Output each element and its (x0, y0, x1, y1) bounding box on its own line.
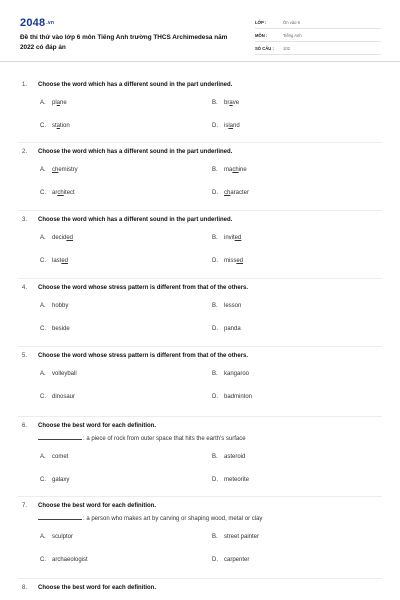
option-underlined-part: a (56, 123, 61, 129)
option-text: beside (52, 326, 70, 332)
answer-option[interactable] (212, 371, 249, 377)
option-underlined-part: ch (57, 190, 64, 196)
option-text: aracter (230, 190, 250, 196)
answer-option[interactable] (40, 557, 88, 563)
meta-label: SỐ CÂU : (255, 45, 274, 51)
meta-count-row (255, 42, 381, 55)
logo-text: 2048 (20, 17, 46, 29)
question-number: 5. (22, 353, 28, 359)
question-text (22, 503, 156, 509)
option-letter: D. (212, 190, 218, 196)
option-text: kangaroo (224, 371, 250, 377)
option-text: archaeologist (52, 557, 88, 563)
option-text: invit (224, 235, 235, 241)
option-letter: A. (40, 100, 46, 106)
answer-option[interactable] (40, 394, 75, 400)
option-text: last (52, 258, 62, 264)
option-letter: C. (40, 477, 46, 483)
option-text: panda (224, 326, 241, 332)
option-text: pl (52, 100, 57, 106)
document-header (0, 0, 400, 62)
option-letter: D. (212, 123, 218, 129)
answer-option[interactable] (212, 100, 239, 106)
option-letter: D. (212, 557, 218, 563)
option-letter: C. (40, 258, 46, 264)
option-text: emistry (58, 167, 78, 173)
option-text: br (224, 100, 230, 106)
logo-suffix: .vn (46, 20, 55, 27)
answer-option[interactable] (40, 326, 70, 332)
option-underlined-part: ed (66, 235, 74, 241)
answer-option[interactable] (212, 534, 259, 540)
option-underlined-part: ch (52, 167, 59, 173)
option-letter: A. (40, 303, 46, 309)
question-prompt: Choose the word which has a different sound in the part underlined. (38, 149, 233, 155)
option-letter: A. (40, 371, 46, 377)
answer-option[interactable] (40, 454, 68, 460)
option-text: miss (224, 258, 237, 264)
option-letter: B. (212, 167, 218, 173)
definition-text: : a person who makes art by carving or shaping wood, metal or clay (83, 516, 263, 522)
question-divider (18, 346, 382, 347)
question-number: 1. (22, 82, 28, 88)
answer-option[interactable] (212, 477, 249, 483)
answer-option[interactable] (212, 557, 249, 563)
option-letter: C. (40, 557, 46, 563)
option-letter: B. (212, 534, 218, 540)
question-text (22, 217, 232, 223)
question-text (22, 423, 156, 429)
question-divider (18, 142, 382, 143)
question-divider (18, 496, 382, 497)
option-text: ve (232, 100, 240, 106)
option-letter: C. (40, 190, 46, 196)
question-prompt: Choose the best word for each definition. (38, 503, 157, 509)
question-divider (18, 210, 382, 211)
question-prompt: Choose the word whose stress pattern is different from that of the others. (38, 353, 249, 359)
meta-label: LỚP : (255, 19, 267, 25)
option-underlined-part: a (229, 100, 233, 106)
option-text: dinosaur (52, 394, 76, 400)
site-logo[interactable] (20, 17, 54, 29)
option-underlined-part: a (56, 100, 61, 106)
meta-value: 102 (283, 45, 290, 51)
option-letter: C. (40, 123, 46, 129)
question-number: 3. (22, 217, 28, 223)
answer-option[interactable] (40, 100, 67, 106)
definition-text: : a piece of rock from outer space that hits the earth's surface (83, 436, 246, 442)
option-text: carpenter (224, 557, 250, 563)
option-text: galaxy (52, 477, 70, 483)
answer-option[interactable] (212, 454, 245, 460)
option-text: sculptor (52, 534, 74, 540)
answer-option[interactable] (212, 235, 241, 241)
option-letter: B. (212, 454, 218, 460)
option-letter: C. (40, 326, 46, 332)
question-divider (18, 416, 382, 417)
option-letter: D. (212, 477, 218, 483)
option-underlined-part: ch (232, 167, 239, 173)
answer-option[interactable] (40, 258, 68, 264)
option-text: ine (238, 167, 247, 173)
option-text: volleyball (52, 371, 77, 377)
question-divider (18, 278, 382, 279)
question-prompt: Choose the word which has a different sound in the part underlined. (38, 217, 233, 223)
option-letter: B. (212, 100, 218, 106)
answer-option[interactable] (40, 303, 68, 309)
option-text: ne (60, 100, 67, 106)
answer-option[interactable] (40, 534, 73, 540)
answer-option[interactable] (212, 190, 249, 196)
option-letter: D. (212, 258, 218, 264)
question-number: 7. (22, 503, 28, 509)
option-letter: D. (212, 394, 218, 400)
answer-option[interactable] (212, 258, 243, 264)
question-number: 4. (22, 285, 28, 291)
question-prompt: Choose the word whose stress pattern is different from that of the others. (38, 285, 249, 291)
option-letter: B. (212, 371, 218, 377)
meta-label: MÔN : (255, 32, 268, 38)
answer-option[interactable] (40, 123, 70, 129)
option-letter: D. (212, 326, 218, 332)
option-letter: A. (40, 534, 46, 540)
option-text: ar (52, 190, 58, 196)
question-number: 2. (22, 149, 28, 155)
exam-meta (255, 16, 381, 55)
option-underlined-part: la (228, 123, 234, 129)
option-letter: A. (40, 235, 46, 241)
meta-value: Ôn vào 6 (283, 19, 300, 25)
question-text (22, 585, 156, 591)
question-prompt: Choose the best word for each definition. (38, 585, 157, 591)
question-prompt: Choose the best word for each definition. (38, 423, 157, 429)
option-underlined-part: ed (61, 258, 69, 264)
meta-value: Tiếng Anh (283, 32, 302, 38)
option-text: nd (233, 123, 240, 129)
option-text: lesson (224, 303, 242, 309)
question-definition (38, 436, 246, 442)
option-text: itect (63, 190, 75, 196)
answer-option[interactable] (40, 190, 75, 196)
option-text: hobby (52, 303, 69, 309)
option-letter: A. (40, 167, 46, 173)
option-text: badminton (224, 394, 253, 400)
option-text: st (52, 123, 57, 129)
question-text (22, 353, 248, 359)
option-text: asteroid (224, 454, 246, 460)
answer-option[interactable] (212, 167, 247, 173)
option-text: meteorite (224, 477, 250, 483)
option-text: ma (224, 167, 233, 173)
question-text (22, 82, 232, 88)
answer-blank[interactable] (38, 519, 82, 520)
option-letter: B. (212, 235, 218, 241)
option-text: comet (52, 454, 69, 460)
option-underlined-part: ch (224, 190, 231, 196)
option-underlined-part: ed (234, 235, 242, 241)
option-text: street painter (224, 534, 260, 540)
answer-option[interactable] (40, 371, 77, 377)
answer-blank[interactable] (38, 439, 82, 440)
meta-class-row (255, 16, 381, 29)
option-underlined-part: ed (236, 258, 244, 264)
question-text (22, 285, 248, 291)
option-letter: B. (212, 303, 218, 309)
answer-option[interactable] (40, 167, 78, 173)
answer-option[interactable] (212, 123, 240, 129)
question-divider (18, 578, 382, 579)
answer-option[interactable] (40, 235, 73, 241)
answer-option[interactable] (40, 477, 69, 483)
question-text (22, 149, 232, 155)
document-title: Đề thi thử vào lớp 6 môn Tiếng Anh trường THCS Archimedesa năm 2022 có đáp án (20, 34, 228, 51)
question-number: 8. (22, 585, 28, 591)
meta-subject-row (255, 29, 381, 42)
question-definition (38, 516, 262, 522)
question-number: 6. (22, 423, 28, 429)
answer-option[interactable] (212, 303, 241, 309)
answer-option[interactable] (212, 326, 241, 332)
option-text: decid (52, 235, 67, 241)
option-text: is (224, 123, 229, 129)
option-text: tion (60, 123, 70, 129)
option-letter: A. (40, 454, 46, 460)
answer-option[interactable] (212, 394, 252, 400)
question-prompt: Choose the word which has a different sound in the part underlined. (38, 82, 233, 88)
option-letter: C. (40, 394, 46, 400)
